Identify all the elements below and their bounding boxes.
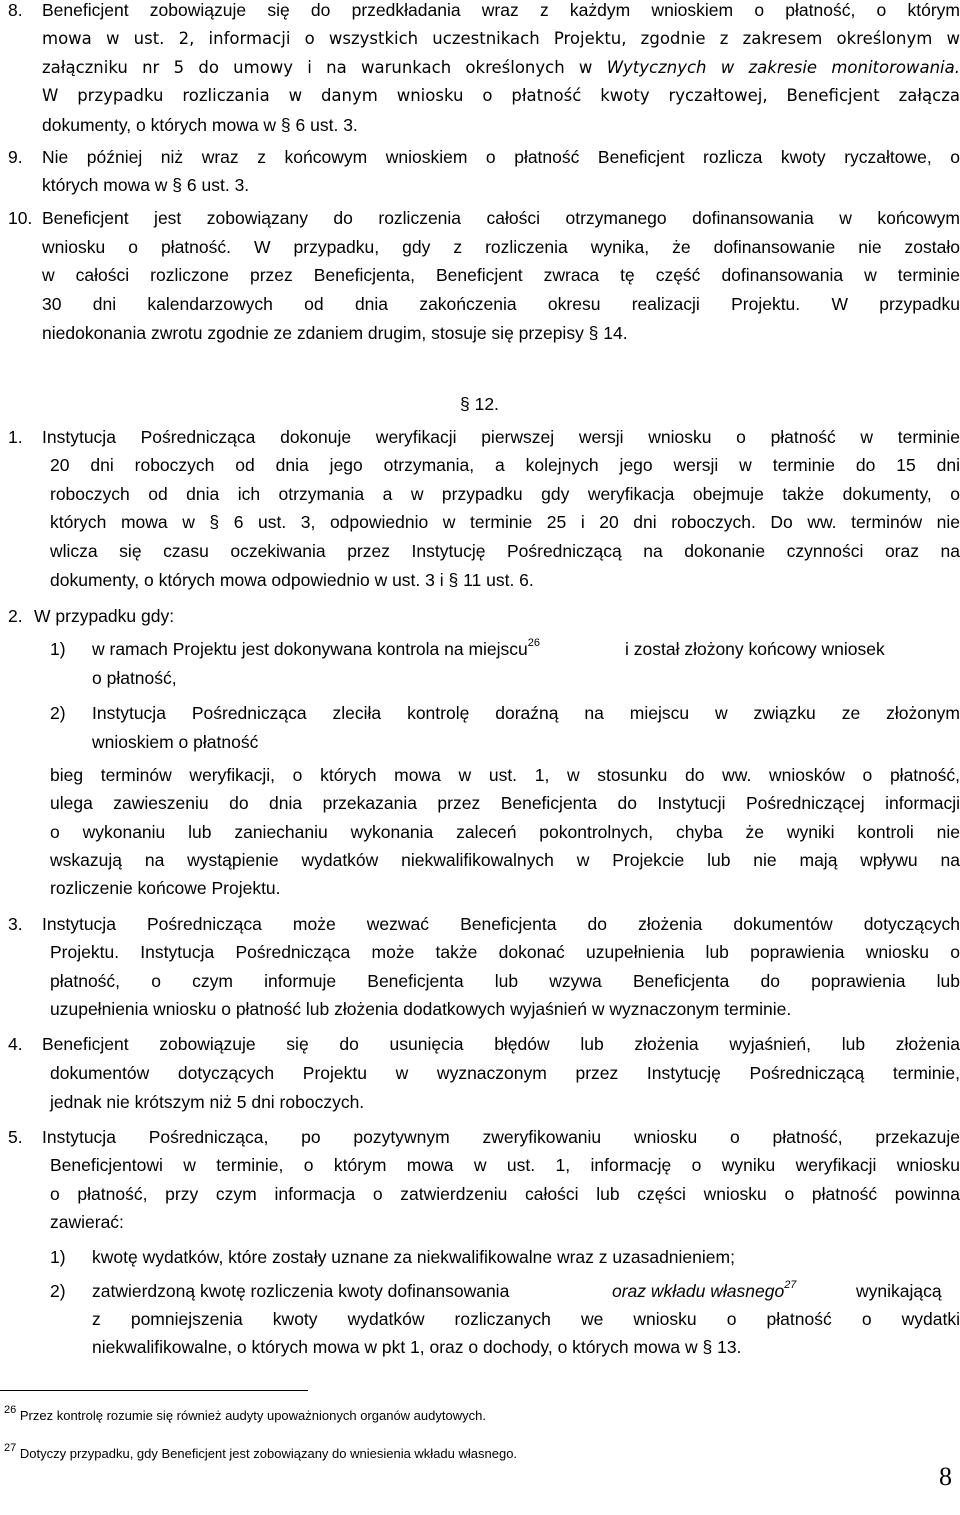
list-number: 1. — [8, 427, 23, 447]
paragraph-line: Instytucja Pośrednicząca może wezwać Beneficjenta do złożenia dokumentów dotyczących — [42, 914, 960, 934]
paragraph-line: Instytucja Pośrednicząca zleciła kontrolę doraźną na miejscu w związku ze złożonym — [92, 703, 960, 723]
sublist-number: 1) — [50, 1247, 66, 1267]
paragraph-line: 20 dni roboczych od dnia jego otrzymania, a kolejnych jego wersji w terminie do 15 dni — [50, 455, 960, 475]
footnote-text: Przez kontrolę rozumie się również audyty upoważnionych organów audytowych. — [19, 1408, 486, 1423]
paragraph-line: roboczych od dnia ich otrzymania a w przypadku gdy weryfikacja obejmuje także dokumenty, o — [50, 484, 960, 504]
paragraph-line: mowa w ust. 2, informacji o wszystkich uczestnikach Projektu, zgodnie z zakresem określonym w — [42, 29, 960, 48]
footnote-ref: 26 — [527, 637, 541, 649]
paragraph-line: dokumentów dotyczących Projektu w wyznaczonym przez Instytucję Pośredniczącą terminie, — [50, 1063, 960, 1083]
paragraph-line: W przypadku gdy: — [34, 606, 175, 626]
paragraph-line: wnioskiem o płatność — [92, 732, 259, 752]
paragraph-line: o płatność, — [92, 668, 177, 688]
paragraph-line: uzupełnienia wniosku o płatność lub złożenia dodatkowych wyjaśnień w wyznaczonym terminie. — [50, 999, 792, 1019]
paragraph-line: płatność, o czym informuje Beneficjenta lub wzywa Beneficjenta do poprawienia lub — [50, 971, 960, 991]
paragraph-line: Beneficjent zobowiązuje się do przedkładania wraz z każdym wnioskiem o płatność, o którym — [42, 0, 960, 20]
sublist-number: 1) — [50, 639, 66, 659]
paragraph-line: wniosku o płatność. W przypadku, gdy z rozliczenia wynika, że dofinansowanie nie zostało — [42, 237, 960, 257]
list-number: 8. — [8, 0, 23, 20]
paragraph-line: z pomniejszenia kwoty wydatków rozliczanych we wniosku o płatność o wydatki — [92, 1309, 960, 1329]
paragraph-line: jednak nie krótszym niż 5 dni roboczych. — [50, 1092, 365, 1112]
paragraph-line: wskazują na wystąpienie wydatków niekwalifikowalnych w Projekcie lub nie mają wpływu na — [50, 850, 960, 870]
sublist-number: 2) — [50, 703, 66, 723]
paragraph-line: o płatność, przy czym informacja o zatwierdzeniu całości lub części wniosku o płatność powinna — [50, 1184, 960, 1204]
footnote-number: 26 — [4, 1404, 17, 1416]
paragraph-line: których mowa w § 6 ust. 3, odpowiednio w terminie 25 i 20 dni roboczych. Do ww. terminów nie — [50, 512, 960, 532]
paragraph-line: Beneficjent zobowiązuje się do usunięcia błędów lub złożenia wyjaśnień, lub złożenia — [42, 1034, 960, 1054]
paragraph-line: niedokonania zwrotu zgodnie ze zdaniem drugim, stosuje się przepisy § 14. — [42, 323, 628, 343]
sublist-number: 2) — [50, 1281, 66, 1301]
paragraph-line: ulega zawieszeniu do dnia przekazania przez Beneficjenta do Instytucji Pośredniczącej informacji — [50, 793, 960, 813]
paragraph-line: Nie później niż wraz z końcowym wnioskiem o płatność Beneficjent rozlicza kwoty ryczałtowe, o — [42, 147, 960, 167]
paragraph-line: o wykonaniu lub zaniechaniu wykonania zaleceń pokontrolnych, chyba że wyniki kontroli nie — [50, 822, 960, 842]
paragraph-line: niekwalifikowalne, o których mowa w pkt 1, oraz o dochody, o których mowa w § 13. — [92, 1337, 742, 1357]
paragraph-line: kwotę wydatków, które zostały uznane za niekwalifikowalne wraz z uzasadnieniem; — [92, 1247, 735, 1267]
paragraph-line: Projektu. Instytucja Pośrednicząca może także dokonać uzupełnienia lub poprawienia wniosku o — [50, 942, 960, 962]
paragraph-line: 30 dni kalendarzowych od dnia zakończenia okresu realizacji Projektu. W przypadku — [42, 294, 960, 314]
footnote-text: Dotyczy przypadku, gdy Beneficjent jest zobowiązany do wniesienia wkładu własnego. — [19, 1446, 518, 1461]
list-number: 2. — [8, 606, 23, 626]
footnote — [4, 1404, 486, 1428]
footnote — [4, 1442, 517, 1466]
paragraph-line: których mowa w § 6 ust. 3. — [42, 175, 250, 195]
page-number: 8 — [939, 1462, 952, 1491]
paragraph-line: rozliczenie końcowe Projektu. — [50, 878, 281, 898]
paragraph-line: W przypadku rozliczania w danym wniosku o płatność kwoty ryczałtowej, Beneficjent załącza — [42, 86, 960, 105]
paragraph-line: Instytucja Pośrednicząca dokonuje weryfikacji pierwszej wersji wniosku o płatność w terminie — [42, 427, 960, 447]
footnote-separator — [0, 1390, 308, 1391]
list-number: 9. — [8, 147, 23, 167]
list-number: 4. — [8, 1034, 23, 1054]
paragraph-line: Beneficjentowi w terminie, o którym mowa w ust. 1, informację o wyniku weryfikacji wniosku — [50, 1155, 960, 1175]
list-number: 10. — [8, 208, 33, 228]
paragraph-line: zawierać: — [50, 1212, 124, 1232]
paragraph-line: w całości rozliczone przez Beneficjenta, Beneficjent zwraca tę część dofinansowania w terminie — [42, 265, 960, 285]
paragraph-line: wlicza się czasu oczekiwania przez Instytucję Pośredniczącą na dokonanie czynności oraz na — [50, 541, 960, 561]
paragraph-line: dokumenty, o których mowa odpowiednio w ust. 3 i § 11 ust. 6. — [50, 570, 534, 590]
section-heading: § 12. — [460, 394, 499, 414]
paragraph-line: załączniku nr 5 do umowy i na warunkach określonych w Wytycznych w zakresie monitorowania. — [42, 58, 960, 77]
paragraph-line: bieg terminów weryfikacji, o których mowa w ust. 1, w stosunku do ww. wniosków o płatność, — [50, 765, 960, 785]
paragraph-line: w ramach Projektu jest dokonywana kontrola na miejscu$^{26}$ — [92, 637, 541, 659]
footnote-ref: 27 — [784, 1279, 797, 1291]
list-number: 3. — [8, 914, 23, 934]
list-number: 5. — [8, 1127, 23, 1147]
paragraph-line: Instytucja Pośrednicząca, po pozytywnym zweryfikowaniu wniosku o płatność, przekazuje — [42, 1127, 960, 1147]
footnote-number: 27 — [4, 1442, 17, 1454]
paragraph-line: oraz wkładu własnego$^{27}$ — [612, 1279, 797, 1301]
paragraph-line: Beneficjent jest zobowiązany do rozliczenia całości otrzymanego dofinansowania w końcowym — [42, 208, 960, 228]
paragraph-line: i został złożony końcowy wniosek — [625, 639, 885, 659]
paragraph-line: dokumenty, o których mowa w § 6 ust. 3. — [42, 115, 358, 135]
paragraph-line: zatwierdzoną kwotę rozliczenia kwoty dofinansowania — [92, 1281, 510, 1301]
paragraph-line: wynikającą — [856, 1281, 942, 1301]
